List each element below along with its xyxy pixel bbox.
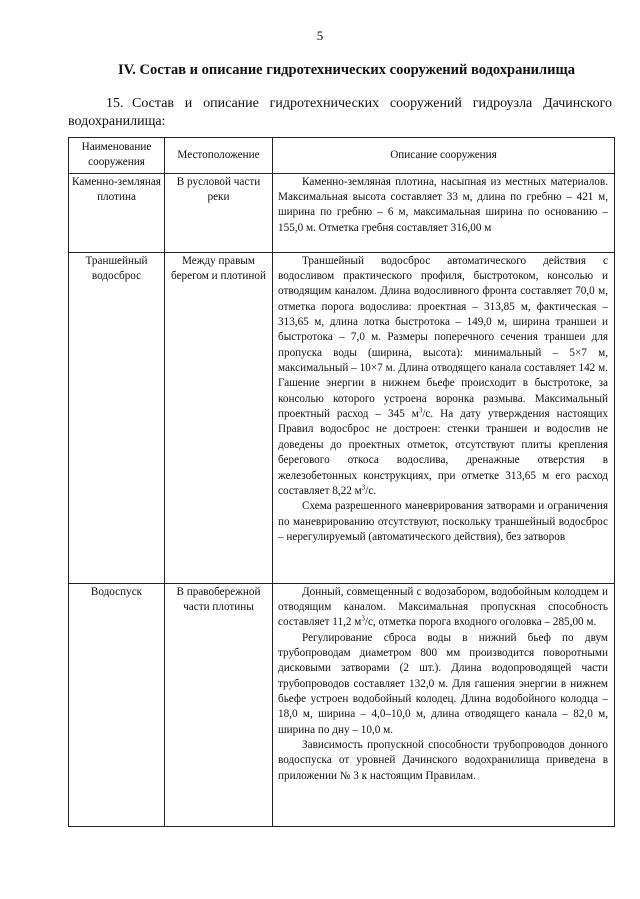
header-location: Местоположение bbox=[165, 138, 273, 174]
structures-table bbox=[68, 137, 615, 827]
description-paragraph: Регулирование сброса воды в нижний бьеф по двум трубопроводам диаметром 800 мм производится поворотными дисковыми затворами (2 шт.). Длина водопроводящей части трубопроводов составляет 132,0 м. Для гашения энергии в нижнем бьефе устроен водобойный колодец. Длина водобойного колодца – 18,0 м, ширина – 4,0–10,0 м, длина отводящего канала – 82,0 м, ширина по дну – 10,0 м. bbox=[278, 631, 608, 736]
cell-description bbox=[273, 583, 615, 826]
cell-location: В правобережной части плотины bbox=[165, 583, 273, 826]
description-paragraph: Схема разрешенного маневрирования затворами и ограничения по маневрированию отсутствуют, поскольку траншейный водосброс – нерегулируемый (автоматического действия), без затворов bbox=[278, 500, 608, 543]
cell-description bbox=[273, 252, 615, 583]
description-paragraph: Каменно-земляная плотина, насыпная из местных материалов. Максимальная высота составляет 33 м, длина по гребню – 421 м, ширина по гребню – 6 м, максимальная ширина по основанию – 155,0 м. Отметка гребня составляет 316,00 м bbox=[278, 175, 608, 234]
intro-number: 15. bbox=[106, 96, 124, 111]
cell-structure-name: Водоспуск bbox=[69, 583, 165, 826]
intro-paragraph bbox=[68, 95, 612, 131]
intro-text: Состав и описание гидротехнических сооружений гидроузла Дачинского водохранилища: bbox=[68, 96, 612, 129]
description-paragraph: Зависимость пропускной способности трубопроводов донного водоспуска от уровней Дачинского водохранилища приведена в приложении № 3 к настоящим Правилам. bbox=[278, 739, 608, 782]
page-number: 5 bbox=[316, 28, 324, 43]
header-description: Описание сооружения bbox=[273, 138, 615, 174]
cell-description bbox=[273, 173, 615, 252]
table-header-row bbox=[69, 138, 615, 174]
description-paragraph: Донный, совмещенный с водозабором, водобойным колодцем и отводящим каналом. Максимальная пропускная способность составляет 11,2 $м^3/с$, отметка порога входного оголовка – 285,00 м. bbox=[278, 585, 608, 629]
cell-structure-name: Каменно-земляная плотина bbox=[69, 173, 165, 252]
cell-structure-name: Траншейный водосброс bbox=[69, 252, 165, 583]
description-paragraph: Траншейный водосброс автоматического действия с водосливом практического профиля, быстротоком, консолью и отводящим каналом. Длина водосливного фронта составляет 70,0 м, отметка порога водослива: проектная – 313,85 м, фактическая – 313,65 м, длина лотка быстротока – 149,0 м, ширина траншеи и быстротока – 7,0 м. Размеры поперечного сечения траншеи для пропуска воды (ширина, высота): минимальный – 5×7 м, максимальный – 10×7 м. Длина отводящего канала составляет 142 м. Гашение энергии в нижнем бьефе происходит в быстротоке, за консолью которого устроена воронка размыва. Максимальный проектный расход – 345 $м^3/с$. На дату утверждения настоящих Правил водосброс не достроен: стенки траншеи и водослив не доведены до проектных отметок, отсутствуют плиты крепления берегового откоса водослива, дренажные отверстия в железобетонных конструкциях, при отметке 313,65 м его расход составляет 8,22 $м^3/с$. bbox=[278, 254, 608, 497]
table-row bbox=[69, 583, 615, 826]
cell-location: Между правым берегом и плотиной bbox=[165, 252, 273, 583]
table-row bbox=[69, 173, 615, 252]
table-row bbox=[69, 252, 615, 583]
header-name: Наименование сооружения bbox=[69, 138, 165, 174]
cell-location: В русловой части реки bbox=[165, 173, 273, 252]
section-title: IV. Состав и описание гидротехнических сооружений водохранилища bbox=[118, 62, 576, 78]
